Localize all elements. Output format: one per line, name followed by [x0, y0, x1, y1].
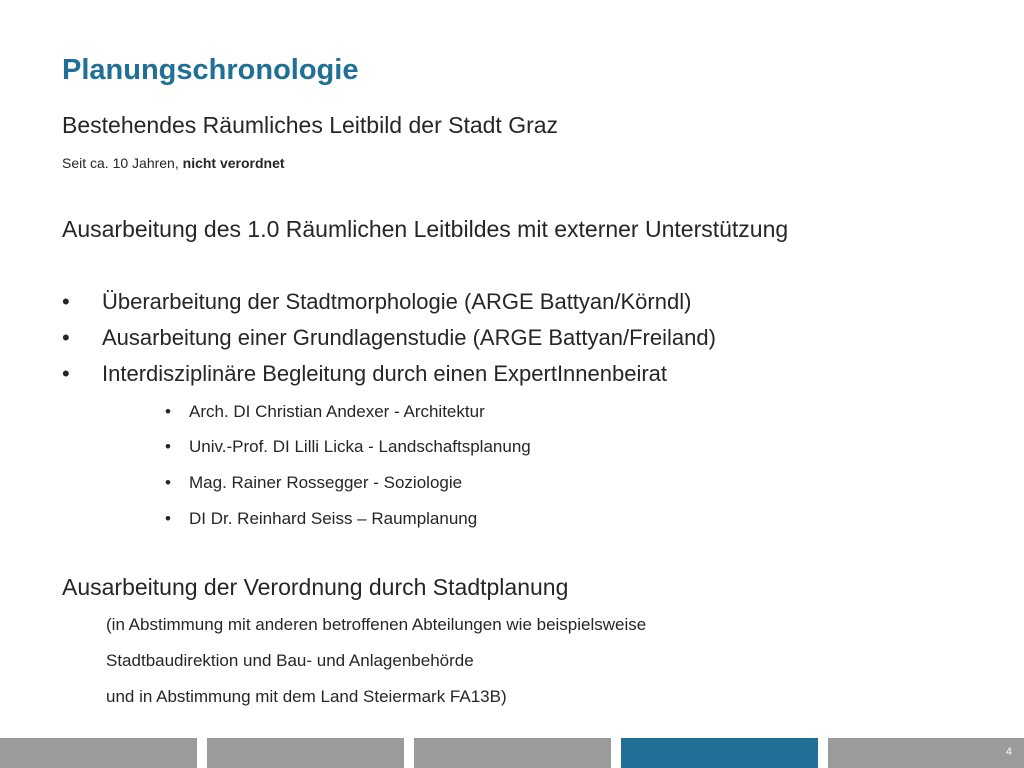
footer-segment: [828, 738, 1024, 768]
slide-title: Planungschronologie: [62, 54, 359, 86]
sub-bullet-item: [165, 437, 531, 457]
slide-subtitle: Bestehendes Räumliches Leitbild der Stadt Graz: [62, 112, 559, 138]
indented-line: (in Abstimmung mit anderen betroffenen Abteilungen wie beispielsweise: [106, 615, 647, 634]
status-note-text: Seit ca. 10 Jahren,: [62, 155, 183, 171]
sub-bullet-item: [165, 473, 462, 493]
footer-bar: [0, 738, 1024, 768]
sub-bullet-text: Arch. DI Christian Andexer - Architektur: [189, 402, 485, 421]
bullet-text: Überarbeitung der Stadtmorphologie (ARGE Battyan/Körndl): [102, 289, 692, 314]
footer-segment: [0, 738, 197, 768]
bullet-icon: •: [165, 509, 171, 528]
bullet-text: Interdisziplinäre Begleitung durch einen ExpertInnenbeirat: [102, 361, 668, 386]
sub-bullet-text: DI Dr. Reinhard Seiss – Raumplanung: [189, 509, 478, 528]
bullet-icon: •: [62, 289, 70, 314]
sub-bullet-text: Mag. Rainer Rossegger - Soziologie: [189, 473, 463, 492]
sub-bullet-item: [165, 509, 477, 529]
indented-line: und in Abstimmung mit dem Land Steiermark FA13B): [106, 687, 507, 706]
footer-segment-active: [621, 738, 818, 768]
bullet-item: [62, 325, 716, 351]
section-heading-leitbild: Ausarbeitung des 1.0 Räumlichen Leitbildes mit externer Unterstützung: [62, 216, 789, 242]
sub-bullet-text: Univ.-Prof. DI Lilli Licka - Landschaftsplanung: [189, 437, 531, 456]
bullet-icon: •: [165, 402, 171, 421]
footer-segment: [207, 738, 404, 768]
bullet-text: Ausarbeitung einer Grundlagenstudie (ARGE Battyan/Freiland): [102, 325, 716, 350]
section-heading-verordnung: Ausarbeitung der Verordnung durch Stadtplanung: [62, 574, 569, 600]
bullet-item: [62, 289, 691, 315]
bullet-icon: •: [165, 437, 171, 456]
bullet-icon: •: [165, 473, 171, 492]
bullet-item: [62, 361, 667, 387]
page-number: 4: [1005, 746, 1012, 758]
bullet-icon: •: [62, 325, 70, 350]
sub-bullet-item: [165, 402, 485, 422]
footer-segment: [414, 738, 611, 768]
status-note-emphasis: nicht verordnet: [182, 155, 285, 171]
status-note: [62, 155, 285, 171]
indented-line: Stadtbaudirektion und Bau- und Anlagenbehörde: [106, 651, 474, 670]
bullet-icon: •: [62, 361, 70, 386]
